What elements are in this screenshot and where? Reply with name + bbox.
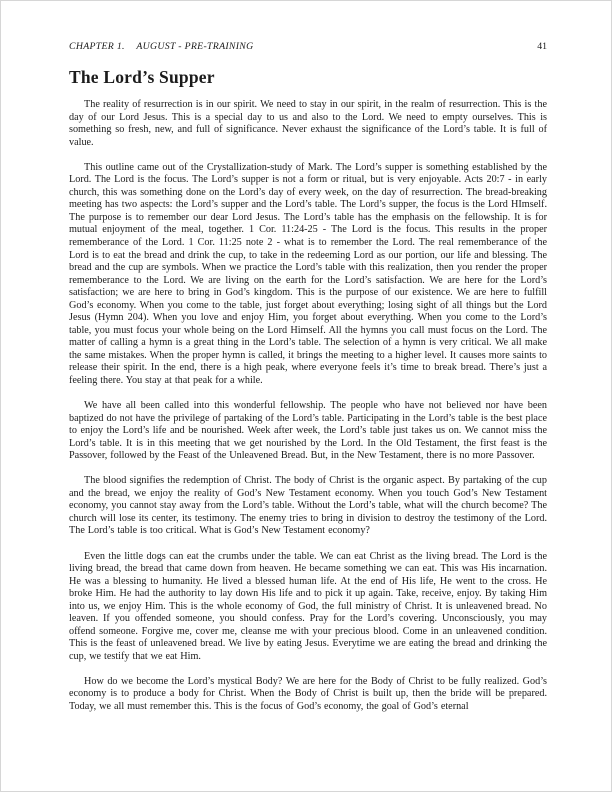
running-header xyxy=(69,41,547,52)
paragraph-fellowship: We have all been called into this wonderful fellowship. The people who have not believed nor have been baptized do not have the privilege of partaking of the Lord’s table. Participating in the Lord’s table is the best place to enjoy the Lord’s life and be nourished. Week after week, the Lord’s table just takes us on. We cannot miss the Lord’s table. It is in this meeting that we get nourished by the Lord. In the Old Testament, the first feast is the Passover, followed by the Feast of the Unleavened Bread. But, in the New Testament, there is no more Passover. xyxy=(69,400,547,462)
paragraph-intro: The reality of resurrection is in our spirit. We need to stay in our spirit, in the realm of resurrection. This is the day of our Lord Jesus. This is a special day to us and also to the Lord. We need to empty ourselves. This is something so fresh, new, and full of significance. Never exhaust the significance of the Lord’s table. It is full of value. xyxy=(69,99,547,148)
running-header-chapter xyxy=(69,41,254,52)
paragraph-living-bread: Even the little dogs can eat the crumbs under the table. We can eat Christ as the living bread. The Lord is the living bread, the bread that came down from heaven. He became something we can eat. This was His incarnation. He was a blessing to humanity. He lived a blessed human life. At the end of His life, He went to the cross. He broke Him. He had the authority to lay down His life and to pick it up again. Take, receive, enjoy. By taking Him into us, we enjoy Him. This is the whole economy of God, the full ministry of Christ. It is unleavened bread. No leaven. If you offended someone, you should confess. Pray for the Lord’s covering. Unconsciously, you may offend someone. Forgive me, cover me, cleanse me with your precious blood. Come in an unleavened condition. This is the feast of unleavened bread. We live by eating Jesus. Everytime we are eating the bread and drinking the cup, we testify that we eat Him. xyxy=(69,550,547,662)
paragraph-mystical-body: How do we become the Lord’s mystical Body? We are here for the Body of Christ to be fully realized. God’s economy is to produce a body for Christ. When the Body of Christ is built up, then the bride will be prepared. Today, we all must remember this. This is the focus of God’s economy, the goal of God’s eternal xyxy=(69,675,547,713)
chapter-title-label: AUGUST - PRE-TRAINING xyxy=(136,41,254,52)
chapter-number-label: CHAPTER 1. xyxy=(69,41,125,52)
paragraph-blood-redemption: The blood signifies the redemption of Christ. The body of Christ is the organic aspect. By partaking of the cup and the bread, we enjoy the reality of God’s New Testament economy. When you touch God’s New Testament economy, you cannot stay away from the Lord’s table. Without the Lord’s table, what will the church become? The church will lose its center, its testimony. The enemy tries to bring in division to destroy the testimony of the Lord. The Lord’s table is too critical. What is God’s New Testament economy? xyxy=(69,475,547,537)
section-title: The Lord’s Supper xyxy=(69,67,215,87)
text-block xyxy=(69,41,547,726)
page-number: 41 xyxy=(537,41,547,52)
paragraph-outline: This outline came out of the Crystallization-study of Mark. The Lord’s supper is something established by the Lord. The Lord is the focus. The Lord’s supper is not a form or ritual, but is very enjoyable. Acts 20:7 - in early church, this was something done on the Lord’s day of every week, on the day of resurrection. The bread-breaking meeting has two aspects: the Lord’s supper and the Lord’s table. The Lord’s supper, the focus is the Lord HImself. The purpose is to remember our dear Lord Jesus. The Lord’s table has the emphasis on the fellowship. It is for mutual enjoyment of the meal, together. 1 Cor. 11:24-25 - The Lord is the focus. This results in the proper rememberance of the Lord. 1 Cor. 11:25 note 2 - what is to remember the Lord. The real rememberance of the Lord is to eat the bread and drink the cup, to take in the redeeming Lord as our portion, our life and blessing. The bread and the cup are symbols. When we practice the Lord’s table with this realization, then you render the proper rememberance to the Lord. We are living on the earth for the Lord’s satisfaction. We are here for the Lord’s satisfaction; we are here to bring in God’s kingdom. This is the purpose of our existence. We are here to fulfill God’s economy. When you come to the table, just forget about everything; losing sight of all things but the Lord Jesus (Hymn 204). When you love and enjoy Him, you forget about everything. When you come to the Lord’s table, you must focus your whole being on the Lord Himself. All the hymns you call must focus on the Lord. The matter of calling a hymn is a great thing in the Lord’s table. The selection of a hymn is very critical. We all make the same mistakes. When the proper hymn is called, it brings the meeting to a higher level. It causes more saints to release their spirit. In the end, there is a high peak, where everyone feels it’s time to break bread. There’s just a feeling there. You stay at that peak for a while. xyxy=(69,161,547,386)
